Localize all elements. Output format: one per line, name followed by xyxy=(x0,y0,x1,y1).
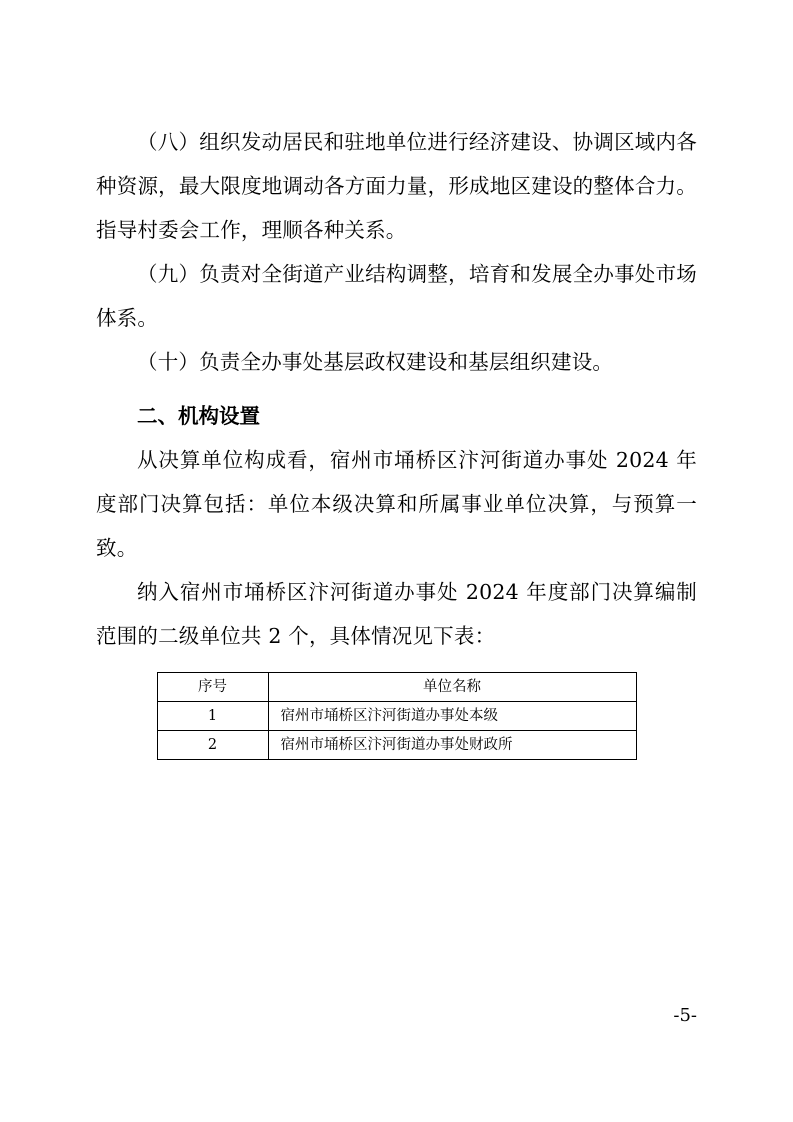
table-cell-unit-name: 宿州市埇桥区汴河街道办事处本级 xyxy=(268,702,636,731)
section-heading-organization-setup: 二、机构设置 xyxy=(137,404,260,428)
table-header-unit-name: 单位名称 xyxy=(268,673,636,702)
table-cell-index: 1 xyxy=(157,702,268,731)
table-row xyxy=(157,702,636,731)
paragraph-item-10: （十）负责全办事处基层政权建设和基层组织建设。 xyxy=(137,350,614,374)
table-cell-index: 2 xyxy=(157,731,268,760)
table-row xyxy=(157,731,636,760)
table-header-row xyxy=(157,673,636,702)
paragraph-secondary-units-scope: 纳入宿州市埇桥区汴河街道办事处 2024 年度部门决算编制范围的二级单位共 2 个，具体情况见下表： xyxy=(96,580,697,648)
secondary-units-table xyxy=(157,672,637,760)
page-number: -5- xyxy=(673,1005,697,1026)
paragraph-item-8: （八）组织发动居民和驻地单位进行经济建设、协调区域内各种资源，最大限度地调动各方面力量，形成地区建设的整体合力。指导村委会工作，理顺各种关系。 xyxy=(96,130,697,242)
paragraph-item-9: （九）负责对全街道产业结构调整，培育和发展全办事处市场体系。 xyxy=(96,262,697,330)
table-header-index: 序号 xyxy=(157,673,268,702)
paragraph-final-account-composition: 从决算单位构成看，宿州市埇桥区汴河街道办事处 2024 年度部门决算包括：单位本级决算和所属事业单位决算，与预算一致。 xyxy=(96,448,697,560)
table-cell-unit-name: 宿州市埇桥区汴河街道办事处财政所 xyxy=(268,731,636,760)
